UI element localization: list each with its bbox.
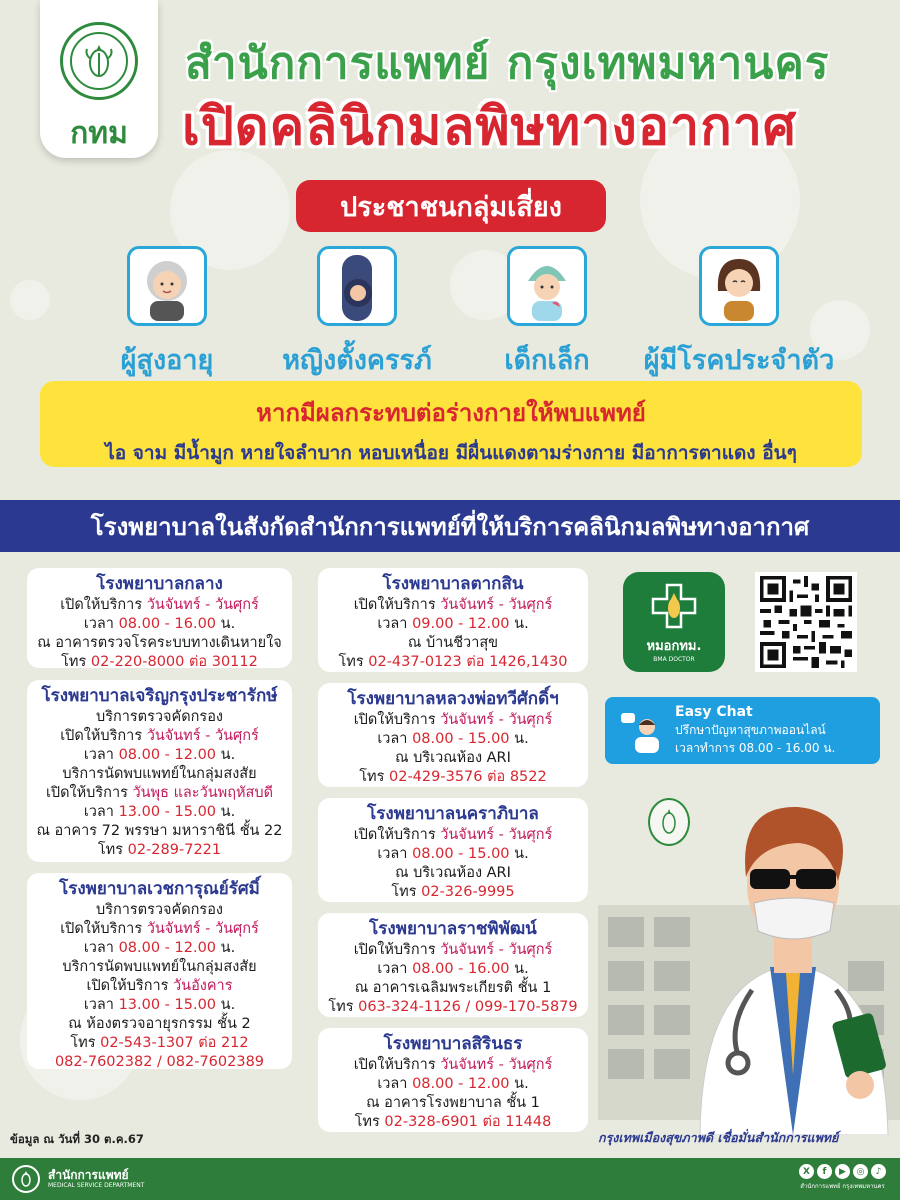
phone-number[interactable]: 02-220-8000 ต่อ 30112 — [90, 654, 258, 670]
risk-group-chronic — [629, 246, 849, 381]
service-days: วันพุธ และวันพฤหัสบดี — [132, 785, 274, 801]
medical-dept-logo-icon — [12, 1165, 40, 1193]
hospital-card-taksin: โรงพยาบาลตากสิน เปิดให้บริการ วันจันทร์ - วันศุกร์ เวลา 09.00 - 12.00 น. ณ บ้านชีวาสุข โทร 02-437-0123 ต่อ 1426,1430 — [318, 568, 588, 672]
service-time: 09.00 - 12.00 — [412, 616, 510, 632]
service-time: 13.00 - 15.00 — [118, 804, 217, 820]
service-days: วันจันทร์ - วันศุกร์ — [440, 827, 553, 843]
symptom-list: ไอ จาม มีน้ำมูก หายใจลำบาก หอบเหนื่อย มีผื่นแดงตามร่างกาย มีอาการตาแดง อื่นๆ — [105, 442, 797, 464]
risk-group-heading: ประชาชนกลุ่มเสี่ยง — [296, 180, 606, 232]
instagram-icon[interactable]: ◎ — [853, 1164, 868, 1179]
service-screening: บริการตรวจคัดกรอง — [95, 709, 224, 725]
service-place: ณ บริเวณห้อง ARI — [395, 865, 511, 881]
service-time: 08.00 - 12.00 — [118, 940, 217, 956]
risk-group-pregnant — [247, 246, 467, 381]
hospital-name: โรงพยาบาลเวชการุณย์รัศมิ์ — [59, 879, 260, 899]
service-time: 08.00 - 12.00 — [118, 747, 217, 763]
org-subtitle: MEDICAL SERVICE DEPARTMENT — [48, 1182, 145, 1189]
app-subtitle: BMA DOCTOR — [653, 656, 695, 663]
easy-chat-desc: ปรึกษาปัญหาสุขภาพออนไลน์ — [675, 723, 826, 737]
hospital-section-title: โรงพยาบาลในสังกัดสำนักการแพทย์ที่ให้บริการคลินิกมลพิษทางอากาศ — [0, 500, 900, 552]
hospital-name: โรงพยาบาลตากสิน — [382, 574, 524, 594]
service-time: 13.00 - 15.00 — [118, 997, 217, 1013]
service-time: 08.00 - 12.00 — [412, 1076, 510, 1092]
data-date-note: ข้อมูล ณ วันที่ 30 ต.ค.67 — [10, 1132, 144, 1146]
youtube-icon[interactable]: ▶ — [835, 1164, 850, 1179]
hospital-name: โรงพยาบาลหลวงพ่อทวีศักดิ์ฯ — [347, 689, 559, 709]
service-place: ณ อาคารโรงพยาบาล ชั้น 1 — [366, 1095, 540, 1111]
footer-bar — [0, 1158, 900, 1200]
service-place: ณ ห้องตรวจอายุรกรรม ชั้น 2 — [68, 1016, 251, 1032]
hospital-name: โรงพยาบาลนคราภิบาล — [367, 804, 539, 824]
hospital-name: โรงพยาบาลสิรินธร — [383, 1034, 523, 1054]
pregnant-woman-icon — [317, 246, 397, 326]
bma-seal-icon — [60, 22, 138, 100]
social-links — [799, 1164, 886, 1191]
phone-number[interactable]: 02-328-6901 ต่อ 11448 — [384, 1114, 552, 1130]
hospital-card-klang: โรงพยาบาลกลาง เปิดให้บริการ วันจันทร์ - วันศุกร์ เวลา 08.00 - 16.00 น. ณ อาคารตรวจโรคระบบทางเดินหายใจ โทร 02-220-8000 ต่อ 30112 — [27, 568, 292, 668]
hospital-card-nakhon: โรงพยาบาลนคราภิบาล เปิดให้บริการ วันจันทร์ - วันศุกร์ เวลา 08.00 - 15.00 น. ณ บริเวณห้อง ARI โทร 02-326-9995 — [318, 798, 588, 902]
symptom-warning-box — [40, 381, 862, 467]
phone-number[interactable]: 02-543-1307 ต่อ 212 — [100, 1035, 249, 1051]
hospital-card-luangpho: โรงพยาบาลหลวงพ่อทวีศักดิ์ฯ เปิดให้บริการ วันจันทร์ - วันศุกร์ เวลา 08.00 - 15.00 น. ณ บริเวณห้อง ARI โทร 02-429-3576 ต่อ 8522 — [318, 683, 588, 787]
service-days: วันจันทร์ - วันศุกร์ — [146, 597, 259, 613]
service-time: 08.00 - 16.00 — [412, 961, 510, 977]
hospital-card-ratchaphiphat: โรงพยาบาลราชพิพัฒน์ เปิดให้บริการ วันจันทร์ - วันศุกร์ เวลา 08.00 - 16.00 น. ณ อาคารเฉลิมพระเกียรติ ชั้น 1 โทร 063-324-1126 / 099-170-5879 — [318, 913, 588, 1017]
social-handle: สำนักการแพทย์ กรุงเทพมหานคร — [800, 1183, 885, 1190]
doctor-avatar-icon — [621, 711, 661, 757]
easy-chat-hours: เวลาทำการ 08.00 - 16.00 น. — [675, 741, 836, 755]
service-place: ณ อาคาร 72 พรรษา มหาราชินี ชั้น 22 — [36, 823, 283, 839]
page-title-org: สำนักการแพทย์ กรุงเทพมหานคร — [185, 38, 830, 89]
doctor-illustration — [688, 785, 900, 1135]
phone-number[interactable]: 063-324-1126 / 099-170-5879 — [358, 999, 578, 1015]
logo-text: กทม — [70, 116, 128, 151]
easy-chat-banner[interactable] — [605, 697, 880, 764]
service-place: ณ บริเวณห้อง ARI — [395, 750, 511, 766]
phone-number[interactable]: 02-289-7221 — [127, 842, 222, 858]
elderly-icon — [127, 246, 207, 326]
risk-group-label: ผู้สูงอายุ — [120, 345, 214, 376]
app-name: หมอกทม. — [646, 639, 702, 654]
mobile-numbers[interactable]: 082-7602382 / 082-7602389 — [54, 1054, 265, 1070]
easy-chat-title: Easy Chat — [675, 704, 753, 720]
service-screening: บริการตรวจคัดกรอง — [95, 902, 224, 918]
service-appointment: บริการนัดพบแพทย์ในกลุ่มสงสัย — [62, 766, 257, 782]
facebook-icon[interactable]: f — [817, 1164, 832, 1179]
hospital-card-sirindhorn: โรงพยาบาลสิรินธร เปิดให้บริการ วันจันทร์ - วันศุกร์ เวลา 08.00 - 12.00 น. ณ อาคารโรงพยาบาล ชั้น 1 โทร 02-328-6901 ต่อ 11448 — [318, 1028, 588, 1132]
bg-bubble — [10, 280, 50, 320]
tiktok-icon[interactable]: ♪ — [871, 1164, 886, 1179]
risk-group-label: เด็กเล็ก — [504, 345, 590, 376]
service-days: วันจันทร์ - วันศุกร์ — [146, 728, 259, 744]
slogan: กรุงเทพเมืองสุขภาพดี เชื่อมั่นสำนักการแพทย์ — [598, 1130, 839, 1145]
hospital-name: โรงพยาบาลเจริญกรุงประชารักษ์ — [41, 686, 278, 706]
bma-seal-icon — [648, 798, 690, 846]
hospital-card-wetchakarun: โรงพยาบาลเวชการุณย์รัศมิ์ บริการตรวจคัดกรอง เปิดให้บริการ วันจันทร์ - วันศุกร์ เวลา 08.00 - 12.00 น. บริการนัดพบแพทย์ในกลุ่มสงสัย เปิดให้บริการ วันอังคาร เวลา 13.00 - 15.00 น. ณ ห้องตรวจอายุรกรรม ชั้น 2 โทร 02-543-1307 ต่อ 212 082-7602382 / 082-7602389 — [27, 873, 292, 1069]
chronic-patient-icon — [699, 246, 779, 326]
service-appointment: บริการนัดพบแพทย์ในกลุ่มสงสัย — [62, 959, 257, 975]
warning-heading: หากมีผลกระทบต่อร่างกายให้พบแพทย์ — [256, 399, 646, 427]
phone-number[interactable]: 02-326-9995 — [421, 884, 515, 900]
phone-number[interactable]: 02-437-0123 ต่อ 1426,1430 — [368, 654, 568, 670]
page-title-clinic: เปิดคลินิกมลพิษทางอากาศ — [182, 97, 797, 157]
medical-cross-icon — [649, 581, 699, 631]
risk-group-label: ผู้มีโรคประจำตัว — [643, 345, 835, 376]
bma-logo-box — [40, 0, 158, 158]
service-days: วันจันทร์ - วันศุกร์ — [440, 712, 553, 728]
hospital-name: โรงพยาบาลกลาง — [96, 574, 223, 594]
service-place: ณ อาคารเฉลิมพระเกียรติ ชั้น 1 — [354, 980, 552, 996]
service-place: ณ อาคารตรวจโรคระบบทางเดินหายใจ — [37, 635, 282, 651]
org-name: สำนักการแพทย์ — [48, 1168, 129, 1182]
risk-group-label: หญิงตั้งครรภ์ — [282, 345, 432, 376]
qr-code[interactable] — [755, 572, 857, 672]
service-days: วันอังคาร — [173, 978, 233, 994]
hospital-card-charoen: โรงพยาบาลเจริญกรุงประชารักษ์ บริการตรวจคัดกรอง เปิดให้บริการ วันจันทร์ - วันศุกร์ เวลา 08.00 - 12.00 น. บริการนัดพบแพทย์ในกลุ่มสงสัย เปิดให้บริการ วันพุธ และวันพฤหัสบดี เวลา 13.00 - 15.00 น. ณ อาคาร 72 พรรษา มหาราชินี ชั้น 22 โทร 02-289-7221 — [27, 680, 292, 862]
service-days: วันจันทร์ - วันศุกร์ — [440, 597, 553, 613]
risk-group-child — [437, 246, 657, 381]
service-time: 08.00 - 16.00 — [118, 616, 217, 632]
service-days: วันจันทร์ - วันศุกร์ — [440, 942, 553, 958]
hospital-name: โรงพยาบาลราชพิพัฒน์ — [369, 919, 537, 939]
child-icon — [507, 246, 587, 326]
bma-doctor-app-icon[interactable] — [623, 572, 725, 672]
service-days: วันจันทร์ - วันศุกร์ — [146, 921, 259, 937]
service-time: 08.00 - 15.00 — [412, 846, 510, 862]
x-icon[interactable]: X — [799, 1164, 814, 1179]
service-time: 08.00 - 15.00 — [412, 731, 510, 747]
risk-group-elderly — [57, 246, 277, 381]
phone-number[interactable]: 02-429-3576 ต่อ 8522 — [389, 769, 547, 785]
service-days: วันจันทร์ - วันศุกร์ — [440, 1057, 553, 1073]
service-place: ณ บ้านชีวาสุข — [407, 635, 499, 651]
